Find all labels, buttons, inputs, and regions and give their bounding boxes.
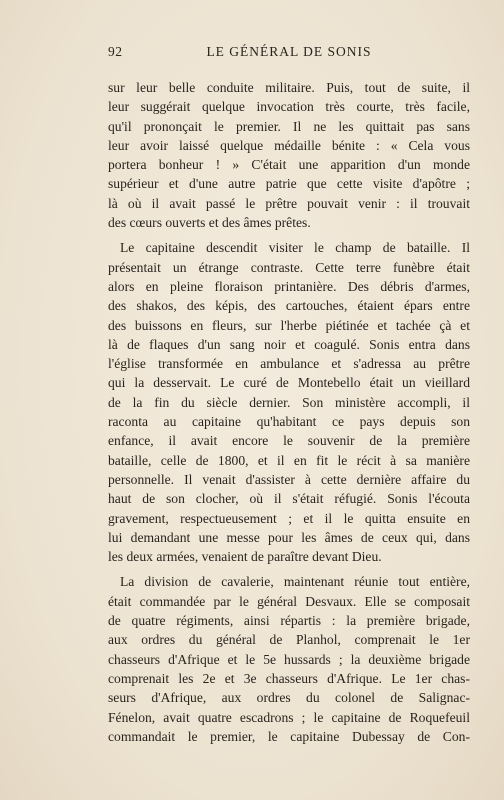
text-line: sur leur belle conduite militaire. Puis, tout de suite, il bbox=[108, 80, 470, 95]
text-line: haut de son clocher, où il s'était réfugié. Sonis l'écouta bbox=[108, 491, 470, 507]
text-line: lui demandant une messe pour les âmes de ceux qui, dans bbox=[108, 529, 470, 545]
text-line: des cœurs ouverts et des âmes prêtes. bbox=[108, 215, 311, 231]
text-line: leur avoir laissé quelque médaille bénite : « Cela vous bbox=[108, 137, 470, 153]
text-line: gravement, respectueusement ; et il le quitta ensuite en bbox=[108, 510, 470, 526]
paragraph bbox=[108, 78, 470, 232]
text-line: des shakos, des képis, des cartouches, étaient épars entre bbox=[108, 298, 470, 314]
text-line: bataille, celle de 1800, et il en fit le récit à sa manière bbox=[108, 452, 470, 468]
text-line: Fénelon, avait quatre escadrons ; le capitaine de Roquefeuil bbox=[108, 709, 470, 725]
text-line: raconta au capitaine qu'habitant ce pays depuis son bbox=[108, 414, 470, 430]
paragraph bbox=[108, 572, 470, 746]
text-line: leur suggérait quelque invocation très courte, très facile, bbox=[108, 99, 470, 115]
text-line: présentait un étrange contraste. Cette terre funèbre était bbox=[108, 259, 470, 275]
text-line: qu'il prononçait le premier. Il ne les quittait pas sans bbox=[108, 118, 470, 134]
text-line: là de flaques d'un sang noir et coagulé. Sonis entra dans bbox=[108, 336, 470, 352]
text-line: aux ordres du général de Planhol, comprenait le 1er bbox=[108, 632, 470, 648]
text-line: de la fin du siècle dernier. Son ministère accompli, il bbox=[108, 394, 470, 410]
text-line: alors en pleine floraison printanière. Des débris d'armes, bbox=[108, 278, 470, 294]
text-line: était commandée par le général Desvaux. Elle se composait bbox=[108, 593, 470, 609]
page-number: 92 bbox=[108, 44, 123, 59]
text-line: commandait le premier, le capitaine Dubessay de Con- bbox=[108, 728, 470, 744]
text-line: seurs d'Afrique, aux ordres du colonel de Salignac- bbox=[108, 690, 470, 706]
text-line: l'église transformée en ambulance et s'adressa au prêtre bbox=[108, 356, 470, 372]
text-line: chasseurs d'Afrique et le 5e hussards ; la deuxième brigade bbox=[108, 651, 470, 667]
page-header bbox=[108, 44, 470, 64]
body-text bbox=[108, 78, 470, 752]
text-line: de quatre régiments, ainsi répartis : la première brigade, bbox=[108, 613, 470, 629]
paragraph bbox=[108, 238, 470, 566]
text-line: des buissons en fleurs, sur l'herbe piétinée et tachée çà et bbox=[108, 317, 470, 333]
text-line: comprenait les 2e et 3e chasseurs d'Afrique. Le 1er chas- bbox=[108, 670, 470, 686]
text-line: personnelle. Il venait d'assister à cette dernière affaire du bbox=[108, 471, 470, 487]
text-line: Le capitaine descendit visiter le champ de bataille. Il bbox=[120, 240, 470, 256]
text-line: qui la desservait. Le curé de Montebello était un vieillard bbox=[108, 375, 470, 391]
text-line: les deux armées, venaient de paraître devant Dieu. bbox=[108, 549, 382, 565]
text-line: supérieur et d'une autre patrie que cette visite d'apôtre ; bbox=[108, 176, 470, 192]
text-line: La division de cavalerie, maintenant réunie tout entière, bbox=[120, 574, 470, 590]
running-head: LE GÉNÉRAL DE SONIS bbox=[206, 44, 372, 59]
text-line: là où il avait passé le prêtre pouvait venir : il trouvait bbox=[108, 195, 470, 211]
text-line: enfance, il avait encore le souvenir de la première bbox=[108, 433, 470, 449]
text-line: portera bonheur ! » C'était une apparition d'un monde bbox=[108, 157, 470, 173]
